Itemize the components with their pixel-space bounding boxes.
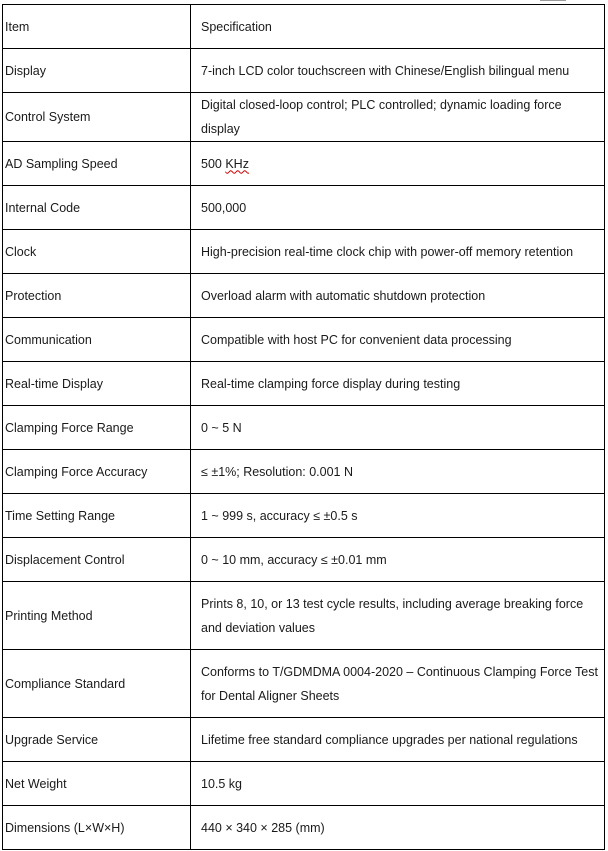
- item-cell: Clock: [3, 230, 191, 274]
- spec-cell: 1 ~ 999 s, accuracy ≤ ±0.5 s: [191, 494, 605, 538]
- table-row: [3, 406, 605, 450]
- table-row: [3, 93, 605, 142]
- item-cell: Clamping Force Range: [3, 406, 191, 450]
- table-row: [3, 762, 605, 806]
- spec-cell: 0 ~ 5 N: [191, 406, 605, 450]
- table-header-row: [3, 5, 605, 49]
- spec-cell: 0 ~ 10 mm, accuracy ≤ ±0.01 mm: [191, 538, 605, 582]
- table-row: [3, 494, 605, 538]
- header-item-cell: Item: [3, 5, 191, 49]
- item-cell: Printing Method: [3, 582, 191, 650]
- spec-cell: Compatible with host PC for convenient data processing: [191, 318, 605, 362]
- item-cell: Display: [3, 49, 191, 93]
- spec-cell: 500,000: [191, 186, 605, 230]
- spec-cell: Prints 8, 10, or 13 test cycle results, including average breaking force and deviation values: [191, 582, 605, 650]
- table-row: [3, 142, 605, 186]
- item-cell: Communication: [3, 318, 191, 362]
- item-cell: Internal Code: [3, 186, 191, 230]
- spec-cell: Lifetime free standard compliance upgrades per national regulations: [191, 718, 605, 762]
- table-row: [3, 49, 605, 93]
- spec-cell: High-precision real-time clock chip with power-off memory retention: [191, 230, 605, 274]
- spec-cell: ≤ ±1%; Resolution: 0.001 N: [191, 450, 605, 494]
- item-cell: AD Sampling Speed: [3, 142, 191, 186]
- spec-cell: 7-inch LCD color touchscreen with Chinese/English bilingual menu: [191, 49, 605, 93]
- item-cell: Dimensions (L×W×H): [3, 806, 191, 850]
- table-row: [3, 806, 605, 850]
- spec-cell: Real-time clamping force display during testing: [191, 362, 605, 406]
- item-cell: Clamping Force Accuracy: [3, 450, 191, 494]
- spec-unit: KHz: [225, 156, 249, 171]
- header-specification-cell: Specification: [191, 5, 605, 49]
- table-row: [3, 186, 605, 230]
- table-row: [3, 362, 605, 406]
- top-edge-mark: [540, 0, 566, 1]
- item-cell: Net Weight: [3, 762, 191, 806]
- specification-table: [2, 4, 605, 850]
- spec-value: 500: [201, 156, 222, 171]
- table-row: [3, 274, 605, 318]
- table-row: [3, 718, 605, 762]
- spec-cell: Overload alarm with automatic shutdown protection: [191, 274, 605, 318]
- table-row: [3, 538, 605, 582]
- spec-cell: Conforms to T/GDMDMA 0004-2020 – Continuous Clamping Force Test for Dental Aligner Sheets: [191, 650, 605, 718]
- table-row: [3, 230, 605, 274]
- item-cell: Time Setting Range: [3, 494, 191, 538]
- spec-cell: 10.5 kg: [191, 762, 605, 806]
- spec-cell: [191, 142, 605, 186]
- table-row: [3, 450, 605, 494]
- item-cell: Upgrade Service: [3, 718, 191, 762]
- item-cell: Displacement Control: [3, 538, 191, 582]
- item-cell: Real-time Display: [3, 362, 191, 406]
- spec-cell: Digital closed-loop control; PLC controlled; dynamic loading force display: [191, 93, 605, 142]
- item-cell: Compliance Standard: [3, 650, 191, 718]
- spec-cell: 440 × 340 × 285 (mm): [191, 806, 605, 850]
- item-cell: Control System: [3, 93, 191, 142]
- table-row: [3, 318, 605, 362]
- item-cell: Protection: [3, 274, 191, 318]
- table-row: [3, 582, 605, 650]
- table-row: [3, 650, 605, 718]
